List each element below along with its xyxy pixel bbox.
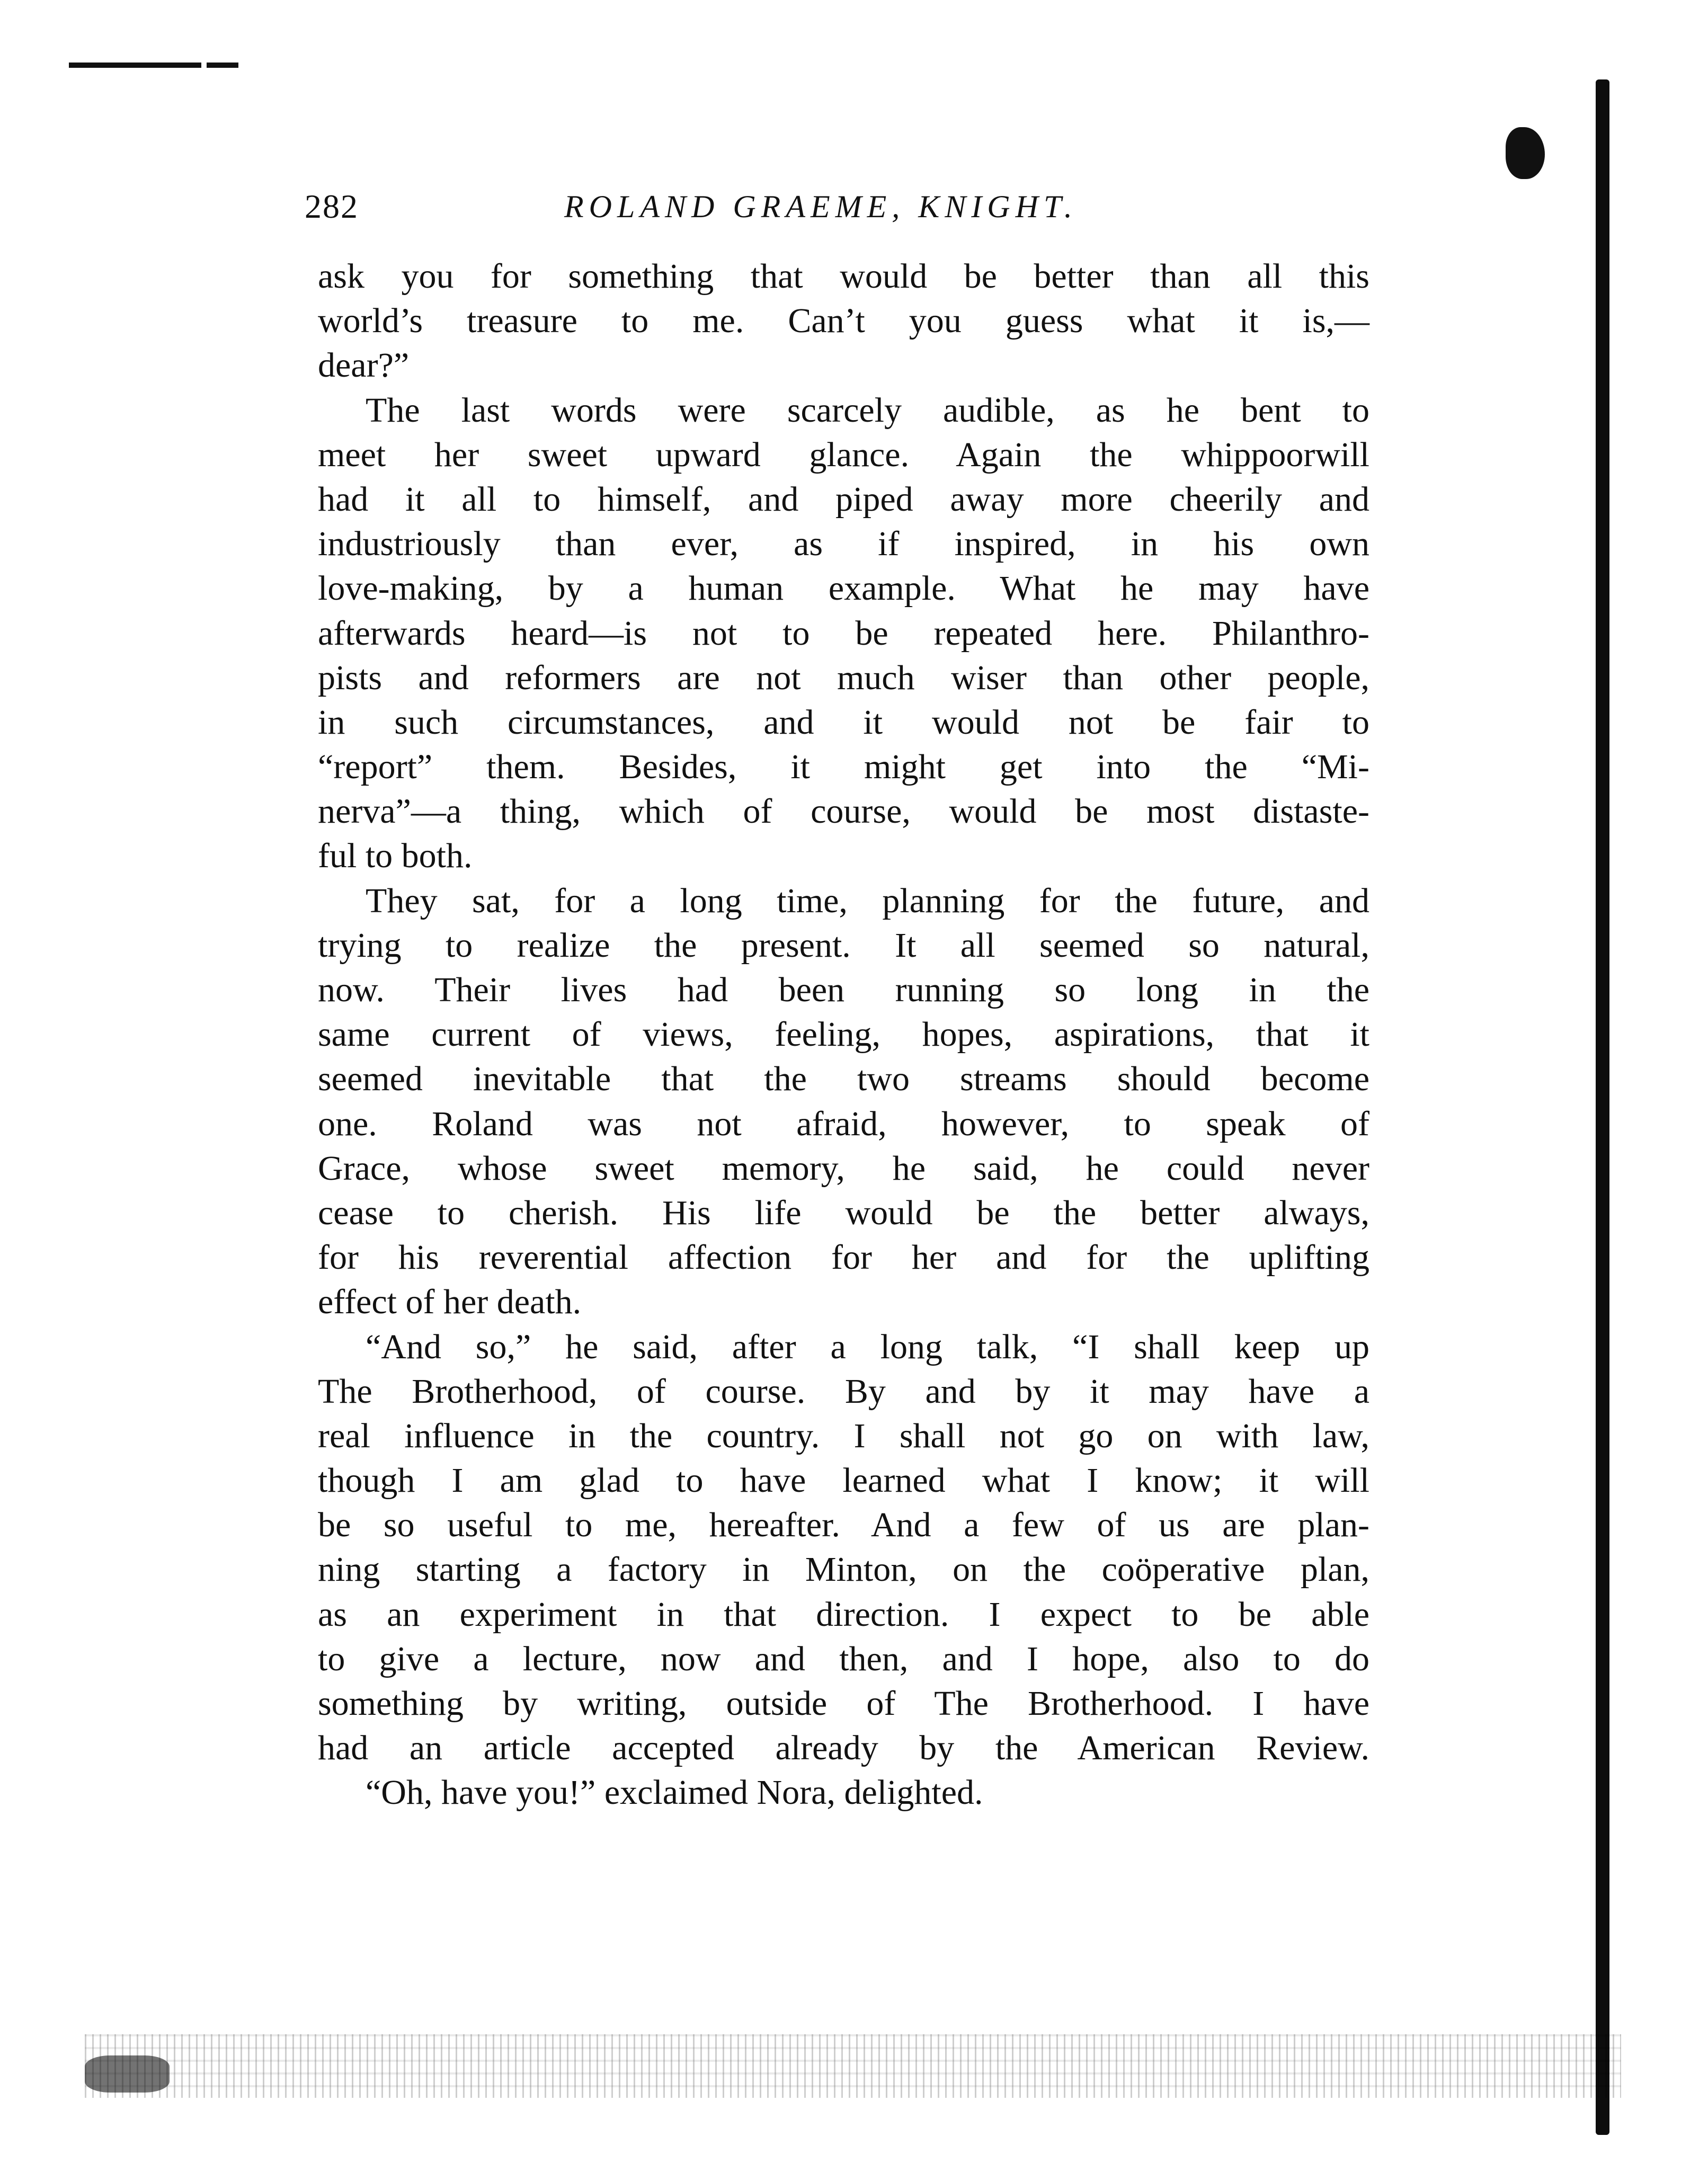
text-line: world’s treasure to me. Can’t you guess what it is,— bbox=[318, 301, 1369, 341]
text-line: “And so,” he said, after a long talk, “I shall keep up bbox=[366, 1327, 1369, 1366]
scan-rule-mark bbox=[69, 63, 201, 68]
text-line: The last words were scarcely audible, as he bent to bbox=[366, 390, 1369, 430]
text-line: nerva”—a thing, which of course, would be most distaste- bbox=[318, 792, 1369, 831]
ink-blot bbox=[85, 2055, 170, 2093]
page-number: 282 bbox=[305, 188, 359, 225]
text-line: real influence in the country. I shall not go on with law, bbox=[318, 1416, 1369, 1455]
text-line: meet her sweet upward glance. Again the whippoorwill bbox=[318, 435, 1369, 474]
text-line: They sat, for a long time, planning for the future, and bbox=[366, 881, 1369, 920]
text-line: effect of her death. bbox=[318, 1283, 582, 1322]
text-line: now. Their lives had been running so long in the bbox=[318, 971, 1369, 1009]
text-line: The Brotherhood, of course. By and by it may have a bbox=[318, 1372, 1369, 1411]
text-line: though I am glad to have learned what I know; it will bbox=[318, 1461, 1369, 1500]
text-line: cease to cherish. His life would be the better always, bbox=[318, 1193, 1369, 1232]
text-line: had it all to himself, and piped away more cheerily and bbox=[318, 479, 1369, 519]
text-line: industriously than ever, as if inspired, in his own bbox=[318, 524, 1369, 564]
running-header bbox=[305, 180, 1364, 233]
text-line: afterwards heard—is not to be repeated here. Philanthro- bbox=[318, 613, 1369, 653]
text-line: pists and reformers are not much wiser than other people, bbox=[318, 658, 1369, 697]
scan-rule-mark bbox=[207, 63, 238, 68]
text-line: as an experiment in that direction. I expect to be able bbox=[318, 1595, 1369, 1634]
running-title: ROLAND GRAEME, KNIGHT. bbox=[564, 189, 1078, 224]
text-line: in such circumstances, and it would not be fair to bbox=[318, 702, 1369, 742]
text-line: Grace, whose sweet memory, he said, he could never bbox=[318, 1149, 1369, 1188]
text-line: be so useful to me, hereafter. And a few of us are plan- bbox=[318, 1506, 1369, 1545]
text-line: for his reverential affection for her and for the uplifting bbox=[318, 1238, 1369, 1277]
text-line: something by writing, outside of The Brotherhood. I have bbox=[318, 1684, 1369, 1723]
text-line: had an article accepted already by the American Review. bbox=[318, 1729, 1369, 1768]
text-line: seemed inevitable that the two streams should become bbox=[318, 1060, 1369, 1099]
text-line: “Oh, have you!” exclaimed Nora, delighted. bbox=[366, 1773, 983, 1812]
ink-blot bbox=[1506, 127, 1545, 179]
text-line: to give a lecture, now and then, and I hope, also to do bbox=[318, 1639, 1369, 1678]
text-line: same current of views, feeling, hopes, aspirations, that it bbox=[318, 1015, 1369, 1054]
body-text bbox=[318, 254, 1369, 1815]
text-line: love-making, by a human example. What he may have bbox=[318, 569, 1369, 608]
text-line: “report” them. Besides, it might get into the “Mi- bbox=[318, 747, 1369, 787]
text-line: trying to realize the present. It all seemed so natural, bbox=[318, 925, 1369, 965]
text-line: ning starting a factory in Minton, on the coöperative plan, bbox=[318, 1550, 1369, 1589]
binding-shadow bbox=[1596, 79, 1609, 2135]
text-line: one. Roland was not afraid, however, to speak of bbox=[318, 1104, 1369, 1143]
text-line: ful to both. bbox=[318, 836, 473, 876]
text-line: dear?” bbox=[318, 346, 410, 385]
scan-noise bbox=[85, 2034, 1621, 2098]
text-line: ask you for something that would be better than all this bbox=[318, 257, 1369, 296]
